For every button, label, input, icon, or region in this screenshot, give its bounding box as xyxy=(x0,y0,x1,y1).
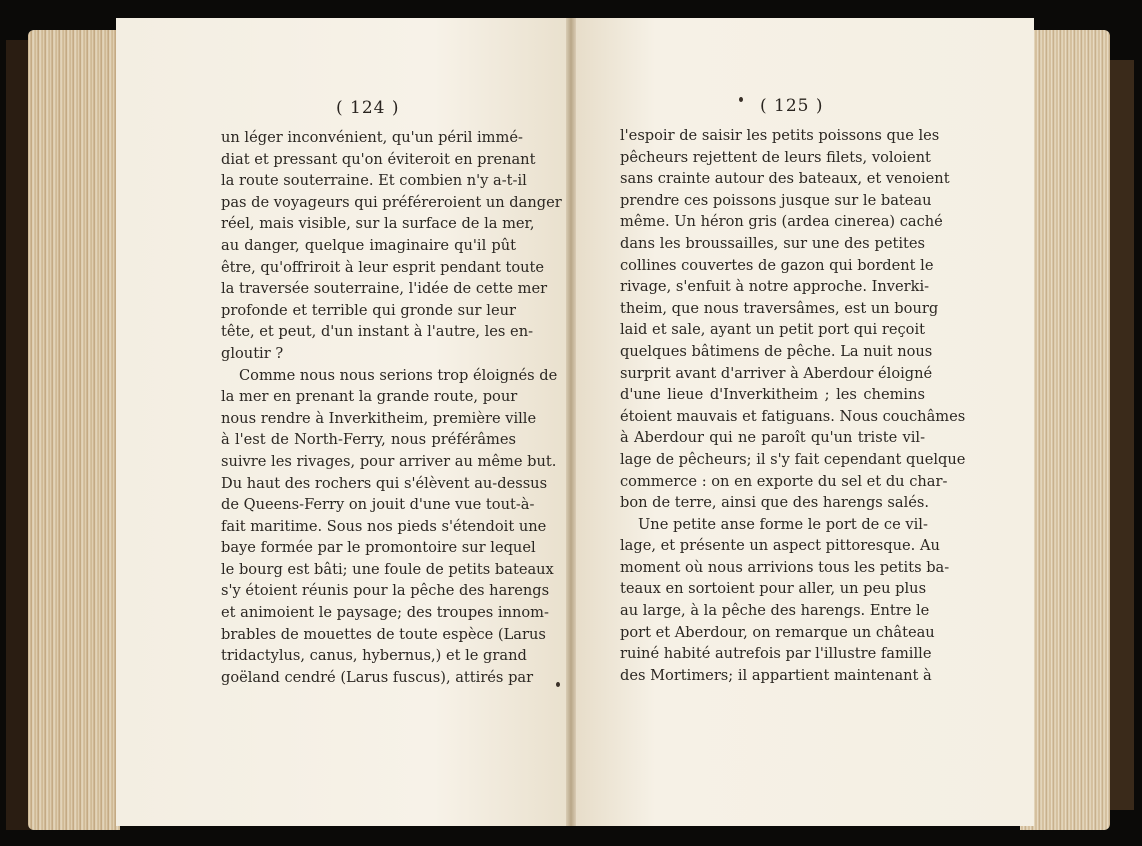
text-line: theim, que nous traversâmes, est un bourg xyxy=(620,299,939,317)
text-line: dans les broussailles, sur une des petites xyxy=(620,234,925,252)
left-page-text xyxy=(221,127,562,688)
text-line: collines couvertes de gazon qui bordent le xyxy=(620,256,934,274)
text-line: pas de voyageurs qui préféreroient un danger xyxy=(221,193,562,211)
text-line: fait maritime. Sous nos pieds s'étendoit une xyxy=(221,517,547,535)
text-line: même. Un héron gris (ardea cinerea) caché xyxy=(620,213,943,231)
text-line: tridactylus, canus, hybernus,) et le grand xyxy=(221,647,527,665)
text-line: l'espoir de saisir les petits poissons que les xyxy=(620,127,940,144)
right-page-text xyxy=(620,125,966,686)
text-line: suivre les rivages, pour arriver au même but. xyxy=(221,452,557,470)
text-line: la mer en prenant la grande route, pour xyxy=(221,388,518,406)
ink-speck xyxy=(556,682,560,687)
text-line: teaux en sortoient pour aller, un peu plus xyxy=(620,580,927,598)
text-line: réel, mais visible, sur la surface de la mer, xyxy=(221,215,535,233)
text-line: nous rendre à Inverkitheim, première ville xyxy=(221,409,537,427)
text-line: rivage, s'enfuit à notre approche. Inverki- xyxy=(620,278,930,296)
text-line: quelques bâtimens de pêche. La nuit nous xyxy=(620,342,933,360)
text-line: lage de pêcheurs; il s'y fait cependant quelque xyxy=(620,450,966,468)
text-line: le bourg est bâti; une foule de petits bateaux xyxy=(221,560,554,578)
text-line: Du haut des rochers qui s'élèvent au-dessus xyxy=(221,474,548,492)
text-line: moment où nous arrivions tous les petits ba- xyxy=(620,558,950,576)
text-line: surprit avant d'arriver à Aberdour éloigné xyxy=(620,364,933,382)
text-line: goëland cendré (Larus fuscus), attirés par xyxy=(221,668,534,686)
text-line: Comme nous nous serions trop éloignés de xyxy=(239,366,558,384)
text-line: tête, et peut, d'un instant à l'autre, les en- xyxy=(221,323,534,341)
text-line: d'une lieue d'Inverkitheim ; les chemins xyxy=(620,386,925,404)
text-line: sans crainte autour des bateaux, et venoient xyxy=(620,170,950,188)
text-line: s'y étoient réunis pour la pêche des harengs xyxy=(221,582,550,600)
text-line: des Mortimers; il appartient maintenant à xyxy=(620,666,932,684)
text-line: baye formée par le promontoire sur lequel xyxy=(221,539,536,557)
text-line: un léger inconvénient, qu'un péril immé- xyxy=(221,129,523,146)
text-line: commerce : on en exporte du sel et du char- xyxy=(620,472,948,490)
left-page-stack xyxy=(28,30,120,830)
right-page-number: ( 125 ) xyxy=(760,96,824,116)
text-line: brables de mouettes de toute espèce (Larus xyxy=(221,625,546,643)
text-line: la traversée souterraine, l'idée de cette mer xyxy=(221,280,548,298)
text-line: ruiné habité autrefois par l'illustre famille xyxy=(620,645,932,663)
text-line: au large, à la pêche des harengs. Entre le xyxy=(620,602,930,620)
text-line: prendre ces poissons jusque sur le bateau xyxy=(620,191,932,209)
text-line: pêcheurs rejettent de leurs filets, voloient xyxy=(620,148,931,166)
text-line: profonde et terrible qui gronde sur leur xyxy=(221,301,516,319)
text-line: à l'est de North-Ferry, nous préférâmes xyxy=(221,431,516,449)
text-line: étoient mauvais et fatiguans. Nous couchâmes xyxy=(620,407,966,425)
ink-speck xyxy=(739,97,743,102)
text-line: la route souterraine. Et combien n'y a-t-il xyxy=(221,172,527,190)
text-line: gloutir ? xyxy=(221,344,284,362)
text-line: bon de terre, ainsi que des harengs salés. xyxy=(620,494,930,512)
text-line: lage, et présente un aspect pittoresque. Au xyxy=(620,537,940,555)
book-gutter xyxy=(566,18,576,826)
text-line: à Aberdour qui ne paroît qu'un triste vil- xyxy=(620,429,925,447)
text-line: de Queens-Ferry on jouit d'une vue tout-à- xyxy=(221,496,535,514)
text-line: port et Aberdour, on remarque un château xyxy=(620,623,935,641)
text-line: au danger, quelque imaginaire qu'il pût xyxy=(221,236,516,254)
text-line: être, qu'offriroit à leur esprit pendant toute xyxy=(221,258,545,276)
text-line: Une petite anse forme le port de ce vil- xyxy=(638,515,928,533)
text-line: diat et pressant qu'on éviteroit en prenant xyxy=(221,150,536,168)
left-page-number: ( 124 ) xyxy=(336,98,400,118)
text-line: et animoient le paysage; des troupes innom- xyxy=(221,604,549,622)
text-line: laid et sale, ayant un petit port qui reçoit xyxy=(620,321,925,339)
